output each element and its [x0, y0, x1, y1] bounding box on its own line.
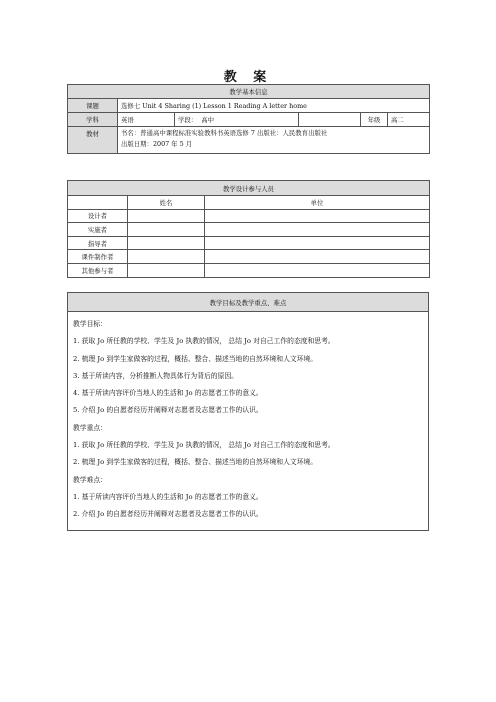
objective-item: 1. 获取 Jo 所任教的学校、学生及 Jo 执教的情况， 总结 Jo 对自己工作的态度和思考。 [73, 337, 335, 346]
stage-label: 学段： [178, 116, 198, 124]
objectives-body [68, 312, 429, 531]
blank-cell [299, 113, 361, 127]
key-point-item: 1. 获取 Jo 所任教的学校、学生及 Jo 执教的情况， 总结 Jo 对自己工作的态度和思考。 [73, 441, 335, 450]
participants-table [67, 180, 430, 278]
unit-cell [205, 236, 430, 250]
difficult-point-item: 2. 介绍 Jo 的自愿者经历并阐释对志愿者及志愿者工作的认识。 [73, 510, 263, 519]
key-point-item: 2. 梳理 Jo 到学生家做客的过程，概括、整合、描述当地的自然环境和人文环境。 [73, 458, 318, 467]
role-advisor: 指导者 [68, 236, 128, 250]
name-cell [128, 250, 205, 264]
textbook-line2: 出版日期：2007 年 5 月 [121, 140, 193, 148]
grade-value: 高二 [388, 113, 430, 127]
unit-cell [205, 209, 430, 223]
col-name: 姓名 [128, 196, 205, 210]
stage-value: 高中 [201, 116, 215, 124]
role-designer: 设计者 [68, 209, 128, 223]
unit-cell [205, 250, 430, 264]
difficult-point-item: 1. 基于所读内容评价当地人的生活和 Jo 的志愿者工作的意义。 [73, 492, 263, 501]
name-cell [128, 236, 205, 250]
participants-header: 教学设计参与人员 [68, 181, 430, 196]
name-cell [128, 263, 205, 277]
page-title: 教 案 [223, 70, 273, 85]
course-value: 选修七 Unit 4 Sharing (1) Lesson 1 Reading A letter home [118, 99, 430, 113]
textbook-value [118, 127, 430, 154]
textbook-label: 教材 [68, 127, 118, 154]
objective-item: 5. 介绍 Jo 的自愿者经历并阐释对志愿者及志愿者工作的认识。 [73, 406, 263, 415]
subject-label: 学科 [68, 113, 118, 127]
basic-info-table [67, 84, 430, 154]
col-unit: 单位 [205, 196, 430, 210]
name-cell [128, 209, 205, 223]
name-cell [128, 223, 205, 237]
subject-value: 英语 [118, 113, 175, 127]
objectives-title: 教学目标： [73, 320, 107, 328]
textbook-line1: 书名：普通高中课程标准实验教科书英语选修 7 出版社：人民教育出版社 [121, 129, 328, 137]
blank-corner [68, 196, 128, 210]
role-other-participants: 其他参与者 [68, 263, 128, 277]
grade-label: 年级 [361, 113, 388, 127]
objective-item: 3. 基于所读内容，分析推断人物具体行为背后的原因。 [73, 371, 238, 380]
basic-info-header: 教学基本信息 [68, 85, 430, 99]
objective-item: 4. 基于所读内容评价当地人的生活和 Jo 的志愿者工作的意义。 [73, 389, 263, 398]
objectives-table [67, 292, 429, 531]
role-implementer: 实施者 [68, 223, 128, 237]
role-courseware-maker: 课件制作者 [68, 250, 128, 264]
course-label: 课题 [68, 99, 118, 113]
unit-cell [205, 223, 430, 237]
objective-item: 2. 梳理 Jo 到学生家做客的过程，概括、整合、描述当地的自然环境和人文环境。 [73, 354, 318, 363]
unit-cell [205, 263, 430, 277]
objectives-header: 教学目标及教学重点、难点 [68, 293, 429, 312]
key-points-title: 教学重点： [73, 423, 107, 432]
difficult-points-title: 教学难点： [73, 475, 107, 484]
stage-cell [175, 113, 299, 127]
